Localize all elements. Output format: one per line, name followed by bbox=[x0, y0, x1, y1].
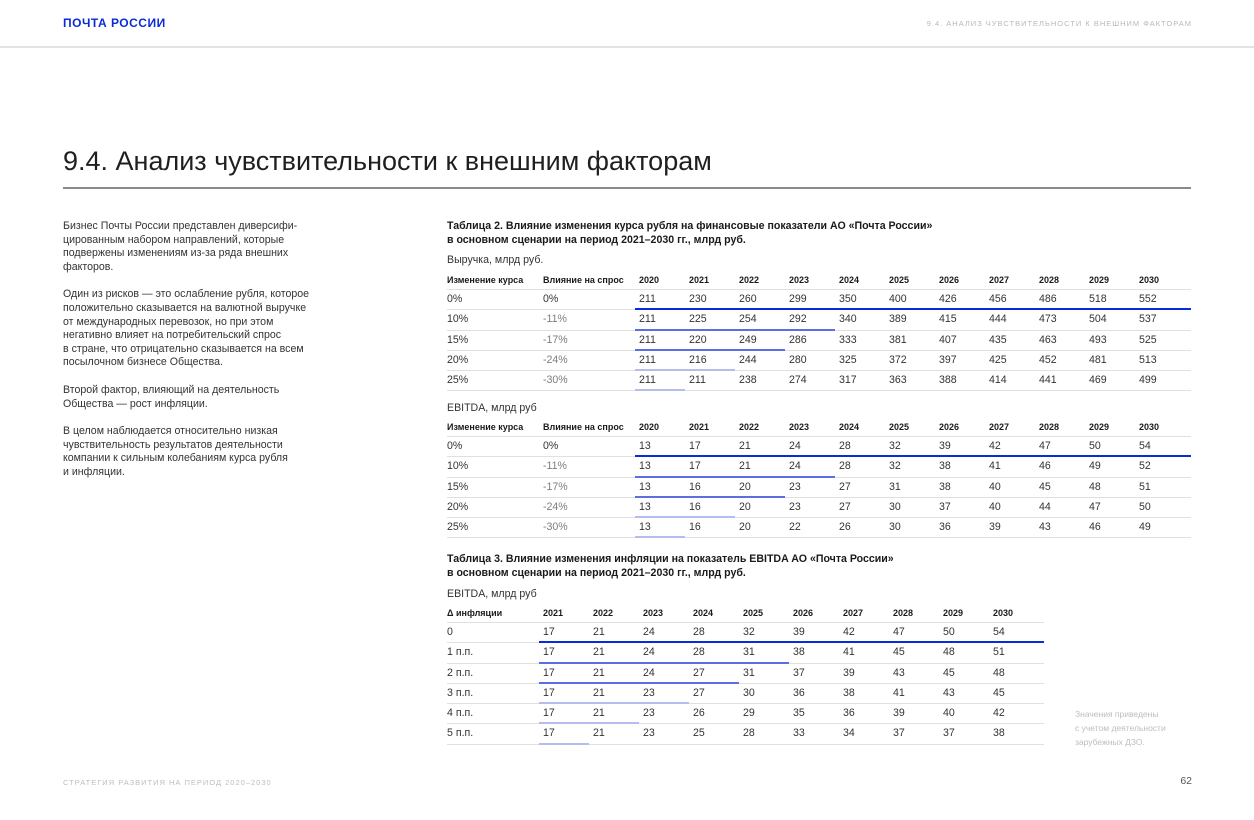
table-cell: 41 bbox=[989, 460, 1001, 473]
table-cell: 5 п.п. bbox=[447, 727, 474, 740]
table-cell: 3 п.п. bbox=[447, 686, 474, 699]
intro-text bbox=[63, 220, 333, 494]
table-cell: 45 bbox=[943, 666, 955, 679]
table-cell: 46 bbox=[1089, 521, 1101, 534]
table-cell: 45 bbox=[993, 686, 1005, 699]
table-cell: 537 bbox=[1139, 313, 1157, 326]
column-header: 2028 bbox=[1039, 422, 1060, 432]
column-header: 2030 bbox=[993, 608, 1014, 618]
table-row bbox=[447, 478, 1191, 498]
table-cell: 211 bbox=[639, 293, 656, 305]
table-cell: 40 bbox=[989, 480, 1001, 493]
column-header: 2029 bbox=[1089, 422, 1110, 432]
table-cell: 426 bbox=[939, 293, 957, 305]
table-cell: 260 bbox=[739, 293, 757, 305]
table-cell: 23 bbox=[789, 480, 801, 493]
table-cell: 32 bbox=[889, 460, 901, 473]
column-header: 2025 bbox=[889, 275, 910, 285]
column-header: 2025 bbox=[743, 608, 764, 618]
intro-paragraph: Бизнес Почты России представлен диверсифи- цированным набором направлений, которые подвержены изменениям из-за ряда внешних факторов. bbox=[63, 220, 298, 273]
row-bar bbox=[635, 536, 685, 538]
table-cell: 47 bbox=[893, 626, 905, 638]
column-header: 2024 bbox=[693, 608, 714, 618]
column-header: 2024 bbox=[839, 422, 860, 432]
table-cell: -11% bbox=[543, 460, 567, 473]
table-cell: 23 bbox=[643, 686, 655, 699]
table-cell: 47 bbox=[1039, 440, 1051, 452]
table-cell: 0% bbox=[447, 440, 463, 452]
table-cell: 216 bbox=[689, 353, 707, 366]
table-cell: 13 bbox=[639, 521, 651, 534]
table-cell: 286 bbox=[789, 333, 807, 346]
table-cell: 43 bbox=[943, 686, 955, 699]
table-cell: 28 bbox=[839, 460, 851, 473]
table-cell: 30 bbox=[889, 500, 901, 513]
table-cell: 456 bbox=[989, 293, 1007, 305]
table-cell: 274 bbox=[789, 374, 807, 387]
column-header: 2027 bbox=[843, 608, 864, 618]
table-cell: 38 bbox=[939, 460, 951, 473]
table-header-row bbox=[447, 271, 1191, 290]
table-cell: 50 bbox=[1089, 440, 1101, 452]
table-cell: 31 bbox=[743, 646, 755, 659]
table-cell: 17 bbox=[543, 646, 555, 659]
table-cell: 225 bbox=[689, 313, 707, 326]
table-cell: 23 bbox=[643, 727, 655, 740]
table-cell: 44 bbox=[1039, 500, 1051, 513]
table-cell: 238 bbox=[739, 374, 757, 387]
table-cell: 25% bbox=[447, 521, 469, 534]
table-cell: 40 bbox=[943, 707, 955, 720]
table-cell: 249 bbox=[739, 333, 757, 346]
table-cell: 473 bbox=[1039, 313, 1057, 326]
table-cell: 51 bbox=[993, 646, 1005, 659]
column-header: 2026 bbox=[939, 275, 960, 285]
table-cell: 36 bbox=[939, 521, 951, 534]
table-row bbox=[447, 724, 1044, 744]
table-cell: 48 bbox=[943, 646, 955, 659]
table-row bbox=[447, 643, 1044, 663]
table-cell: 0% bbox=[543, 293, 559, 305]
table-cell: 10% bbox=[447, 460, 469, 473]
table-cell: 17 bbox=[543, 686, 555, 699]
table-cell: 10% bbox=[447, 313, 469, 326]
column-header: 2020 bbox=[639, 275, 660, 285]
table-cell: 13 bbox=[639, 480, 651, 493]
table-cell: 0% bbox=[447, 293, 463, 305]
column-header: 2023 bbox=[643, 608, 664, 618]
table-cell: 27 bbox=[693, 666, 705, 679]
table-cell: 15% bbox=[447, 333, 469, 346]
table-cell: 35 bbox=[793, 707, 805, 720]
table-cell: 513 bbox=[1139, 353, 1157, 366]
table-cell: 220 bbox=[689, 333, 707, 346]
table-cell: 20% bbox=[447, 353, 469, 366]
table-cell: 23 bbox=[789, 500, 801, 513]
column-header: 2023 bbox=[789, 275, 810, 285]
table-cell: 21 bbox=[593, 666, 605, 679]
table-cell: 518 bbox=[1089, 293, 1107, 305]
table-cell: 37 bbox=[893, 727, 905, 740]
table-cell: 435 bbox=[989, 333, 1007, 346]
table-cell: 41 bbox=[893, 686, 905, 699]
table-cell: 40 bbox=[989, 500, 1001, 513]
table-cell: 452 bbox=[1039, 353, 1057, 366]
table-cell: 45 bbox=[893, 646, 905, 659]
table-cell: 444 bbox=[989, 313, 1007, 326]
table-cell: 54 bbox=[993, 626, 1005, 638]
table-cell: 31 bbox=[743, 666, 755, 679]
table-cell: 15% bbox=[447, 480, 469, 493]
table-row bbox=[447, 310, 1191, 330]
table-cell: 20 bbox=[739, 500, 751, 513]
page-number: 62 bbox=[1180, 775, 1192, 787]
table-cell: 13 bbox=[639, 440, 651, 452]
table-cell: 39 bbox=[939, 440, 951, 452]
table-cell: 39 bbox=[793, 626, 805, 638]
table-cell: 30 bbox=[889, 521, 901, 534]
table-row bbox=[447, 351, 1191, 371]
table-cell: 388 bbox=[939, 374, 957, 387]
table-row bbox=[447, 498, 1191, 518]
table-cell: 317 bbox=[839, 374, 857, 387]
table-cell: 363 bbox=[889, 374, 907, 387]
table-cell: 26 bbox=[839, 521, 851, 534]
table-cell: 525 bbox=[1139, 333, 1157, 346]
table-cell: 13 bbox=[639, 460, 651, 473]
table-cell: 552 bbox=[1139, 293, 1157, 305]
table-cell: 244 bbox=[739, 353, 757, 366]
table-cell: 24 bbox=[789, 440, 801, 452]
table-cell: 299 bbox=[789, 293, 807, 305]
table-cell: 486 bbox=[1039, 293, 1057, 305]
table-cell: -17% bbox=[543, 333, 568, 346]
table-cell: -24% bbox=[543, 353, 568, 366]
table-cell: 504 bbox=[1089, 313, 1107, 326]
intro-paragraph: Один из рисков — это ослабление рубля, которое положительно сказывается на валютной выручке от международных перевозок, но при этом негативно влияет на потребительский спрос в стране, что отрицательно сказывается на всем посылочном бизнесе Общества. bbox=[63, 288, 310, 369]
column-header: 2026 bbox=[793, 608, 814, 618]
table-cell: 1 п.п. bbox=[447, 646, 474, 659]
table-cell: 211 bbox=[639, 353, 656, 366]
table-cell: 26 bbox=[693, 707, 705, 720]
table-cell: 211 bbox=[639, 313, 656, 326]
table-cell: 32 bbox=[743, 626, 755, 638]
column-header: 2029 bbox=[943, 608, 964, 618]
table-cell: 42 bbox=[993, 707, 1005, 720]
column-header: 2026 bbox=[939, 422, 960, 432]
column-header: Влияние на спрос bbox=[543, 422, 624, 432]
table-cell: 46 bbox=[1039, 460, 1051, 473]
table-cell: 0 bbox=[447, 626, 453, 638]
table-cell: 28 bbox=[839, 440, 851, 452]
table-cell: 463 bbox=[1039, 333, 1057, 346]
table-cell: 21 bbox=[739, 440, 751, 452]
column-header: 2028 bbox=[1039, 275, 1060, 285]
table-cell: 24 bbox=[643, 626, 655, 638]
table-cell: 48 bbox=[1089, 480, 1101, 493]
table-cell: 37 bbox=[939, 500, 951, 513]
column-header: 2021 bbox=[689, 275, 710, 285]
column-header: 2030 bbox=[1139, 275, 1160, 285]
table-cell: 42 bbox=[843, 626, 855, 638]
table-row bbox=[447, 457, 1191, 477]
table-row bbox=[447, 623, 1044, 643]
table-cell: 50 bbox=[943, 626, 955, 638]
table-row bbox=[447, 518, 1191, 538]
ebitda-subtitle: EBITDA, млрд руб bbox=[447, 402, 537, 414]
table-cell: 17 bbox=[543, 666, 555, 679]
table-cell: 400 bbox=[889, 293, 907, 305]
table-cell: 372 bbox=[889, 353, 907, 366]
table-row bbox=[447, 290, 1191, 310]
column-header: 2029 bbox=[1089, 275, 1110, 285]
table-cell: 47 bbox=[1089, 500, 1101, 513]
table-cell: 333 bbox=[839, 333, 857, 346]
table-cell: 407 bbox=[939, 333, 957, 346]
table-cell: 34 bbox=[843, 727, 855, 740]
table-cell: 39 bbox=[989, 521, 1001, 534]
section-label: 9.4. АНАЛИЗ ЧУВСТВИТЕЛЬНОСТИ К ВНЕШНИМ ФАКТОРАМ bbox=[926, 19, 1192, 28]
table-cell: 381 bbox=[889, 333, 907, 346]
table-cell: 31 bbox=[889, 480, 901, 493]
column-header: Влияние на спрос bbox=[543, 275, 624, 285]
row-bar bbox=[539, 743, 589, 745]
logo[interactable]: ПОЧТА РОССИИ bbox=[63, 16, 166, 30]
table-cell: 22 bbox=[789, 521, 801, 534]
table-cell: 499 bbox=[1139, 374, 1157, 387]
table-cell: 24 bbox=[643, 646, 655, 659]
table-cell: 20 bbox=[739, 480, 751, 493]
table-cell: 39 bbox=[843, 666, 855, 679]
table-cell: 425 bbox=[989, 353, 1007, 366]
table-cell: 38 bbox=[793, 646, 805, 659]
table-cell: 51 bbox=[1139, 480, 1151, 493]
table-cell: 414 bbox=[989, 374, 1007, 387]
table-cell: 21 bbox=[593, 707, 605, 720]
table2-caption: Таблица 2. Влияние изменения курса рубля на финансовые показатели АО «Почта России» в основном сценарии на период 2021–2030 гг., млрд руб. bbox=[447, 220, 933, 246]
table3-caption: Таблица 3. Влияние изменения инфляции на показатель EBITDA АО «Почта России» в основном сценарии на период 2021–2030 гг., млрд руб. bbox=[447, 553, 894, 579]
table-cell: -11% bbox=[543, 313, 567, 326]
table-cell: 2 п.п. bbox=[447, 666, 474, 679]
table-cell: -30% bbox=[543, 374, 568, 387]
table-cell: -30% bbox=[543, 521, 568, 534]
table-cell: 211 bbox=[639, 374, 656, 387]
table-cell: 25 bbox=[693, 727, 705, 740]
table-row bbox=[447, 331, 1191, 351]
table-cell: 41 bbox=[843, 646, 855, 659]
footnote: Значения приведены с учетом деятельности зарубежных ДЗО. bbox=[1075, 709, 1166, 747]
table-header-row bbox=[447, 604, 1044, 623]
table-row bbox=[447, 664, 1044, 684]
table-cell: 45 bbox=[1039, 480, 1051, 493]
table-cell: 0% bbox=[543, 440, 559, 452]
column-header: Δ инфляции bbox=[447, 608, 503, 618]
intro-paragraph: В целом наблюдается относительно низкая чувствительность результатов деятельности компании к сильным колебаниям курса рубля и инфляции. bbox=[63, 425, 288, 478]
table-cell: 17 bbox=[543, 626, 555, 638]
table-cell: 42 bbox=[989, 440, 1001, 452]
table-cell: 28 bbox=[693, 626, 705, 638]
table-cell: 254 bbox=[739, 313, 757, 326]
table-row bbox=[447, 437, 1191, 457]
table-cell: 17 bbox=[689, 460, 701, 473]
row-bar bbox=[635, 389, 685, 391]
title-divider bbox=[63, 187, 1191, 189]
table-cell: 38 bbox=[843, 686, 855, 699]
table-cell: 4 п.п. bbox=[447, 707, 474, 720]
table-cell: 28 bbox=[693, 646, 705, 659]
table-cell: 20 bbox=[739, 521, 751, 534]
table-cell: 48 bbox=[993, 666, 1005, 679]
column-header: 2021 bbox=[543, 608, 564, 618]
table-cell: 37 bbox=[793, 666, 805, 679]
table-cell: 350 bbox=[839, 293, 857, 305]
page-title: 9.4. Анализ чувствительности к внешним факторам bbox=[63, 146, 712, 176]
revenue-subtitle: Выручка, млрд руб. bbox=[447, 254, 544, 266]
table-cell: 52 bbox=[1139, 460, 1151, 473]
table-cell: 28 bbox=[743, 727, 755, 740]
ebitda-table bbox=[447, 418, 1191, 538]
table-cell: 17 bbox=[543, 727, 555, 740]
table-cell: 17 bbox=[689, 440, 701, 452]
table-cell: 211 bbox=[639, 333, 656, 346]
table-header-row bbox=[447, 418, 1191, 437]
page-header bbox=[0, 0, 1254, 48]
table-cell: 21 bbox=[593, 646, 605, 659]
footer-title: СТРАТЕГИЯ РАЗВИТИЯ НА ПЕРИОД 2020–2030 bbox=[63, 778, 272, 787]
intro-paragraph: Второй фактор, влияющий на деятельность Общества — рост инфляции. bbox=[63, 383, 280, 410]
table-cell: 23 bbox=[643, 707, 655, 720]
table-cell: 16 bbox=[689, 500, 701, 513]
table-cell: 38 bbox=[939, 480, 951, 493]
table-cell: 49 bbox=[1089, 460, 1101, 473]
column-header: 2022 bbox=[739, 275, 760, 285]
column-header: 2020 bbox=[639, 422, 660, 432]
table-cell: -17% bbox=[543, 480, 568, 493]
column-header: 2022 bbox=[739, 422, 760, 432]
table-cell: 49 bbox=[1139, 521, 1151, 534]
table-cell: 39 bbox=[893, 707, 905, 720]
column-header: 2025 bbox=[889, 422, 910, 432]
table-cell: -24% bbox=[543, 500, 568, 513]
table-cell: 38 bbox=[993, 727, 1005, 740]
column-header: 2024 bbox=[839, 275, 860, 285]
table-cell: 230 bbox=[689, 293, 707, 305]
table-cell: 25% bbox=[447, 374, 469, 387]
column-header: 2021 bbox=[689, 422, 710, 432]
table-cell: 17 bbox=[543, 707, 555, 720]
table-cell: 24 bbox=[643, 666, 655, 679]
table-row bbox=[447, 371, 1191, 391]
table-cell: 50 bbox=[1139, 500, 1151, 513]
table-cell: 16 bbox=[689, 521, 701, 534]
column-header: Изменение курса bbox=[447, 275, 524, 285]
table-cell: 36 bbox=[843, 707, 855, 720]
table-cell: 29 bbox=[743, 707, 755, 720]
table-cell: 43 bbox=[1039, 521, 1051, 534]
table-cell: 469 bbox=[1089, 374, 1107, 387]
table-cell: 37 bbox=[943, 727, 955, 740]
column-header: 2028 bbox=[893, 608, 914, 618]
inflation-table bbox=[447, 604, 1044, 745]
revenue-table bbox=[447, 271, 1191, 391]
table-cell: 325 bbox=[839, 353, 857, 366]
table-cell: 21 bbox=[593, 727, 605, 740]
table-cell: 24 bbox=[789, 460, 801, 473]
table-cell: 389 bbox=[889, 313, 907, 326]
column-header: 2022 bbox=[593, 608, 614, 618]
table-cell: 36 bbox=[793, 686, 805, 699]
table-cell: 441 bbox=[1039, 374, 1057, 387]
table-cell: 27 bbox=[693, 686, 705, 699]
table-cell: 30 bbox=[743, 686, 755, 699]
inflation-subtitle: EBITDA, млрд руб bbox=[447, 588, 537, 600]
table-cell: 13 bbox=[639, 500, 651, 513]
table-cell: 415 bbox=[939, 313, 957, 326]
table-cell: 27 bbox=[839, 480, 851, 493]
table-cell: 21 bbox=[739, 460, 751, 473]
table-cell: 493 bbox=[1089, 333, 1107, 346]
column-header: 2027 bbox=[989, 422, 1010, 432]
table-cell: 54 bbox=[1139, 440, 1151, 452]
column-header: 2023 bbox=[789, 422, 810, 432]
table-cell: 20% bbox=[447, 500, 469, 513]
table-cell: 16 bbox=[689, 480, 701, 493]
column-header: 2027 bbox=[989, 275, 1010, 285]
column-header: Изменение курса bbox=[447, 422, 524, 432]
table-row bbox=[447, 684, 1044, 704]
table-cell: 21 bbox=[593, 686, 605, 699]
table-cell: 32 bbox=[889, 440, 901, 452]
table-cell: 397 bbox=[939, 353, 957, 366]
column-header: 2030 bbox=[1139, 422, 1160, 432]
table-cell: 21 bbox=[593, 626, 605, 638]
table-cell: 33 bbox=[793, 727, 805, 740]
table-cell: 481 bbox=[1089, 353, 1107, 366]
table-cell: 280 bbox=[789, 353, 807, 366]
table-cell: 27 bbox=[839, 500, 851, 513]
table-cell: 43 bbox=[893, 666, 905, 679]
table-cell: 340 bbox=[839, 313, 857, 326]
table-row bbox=[447, 704, 1044, 724]
table-cell: 211 bbox=[689, 374, 706, 387]
table-cell: 292 bbox=[789, 313, 807, 326]
